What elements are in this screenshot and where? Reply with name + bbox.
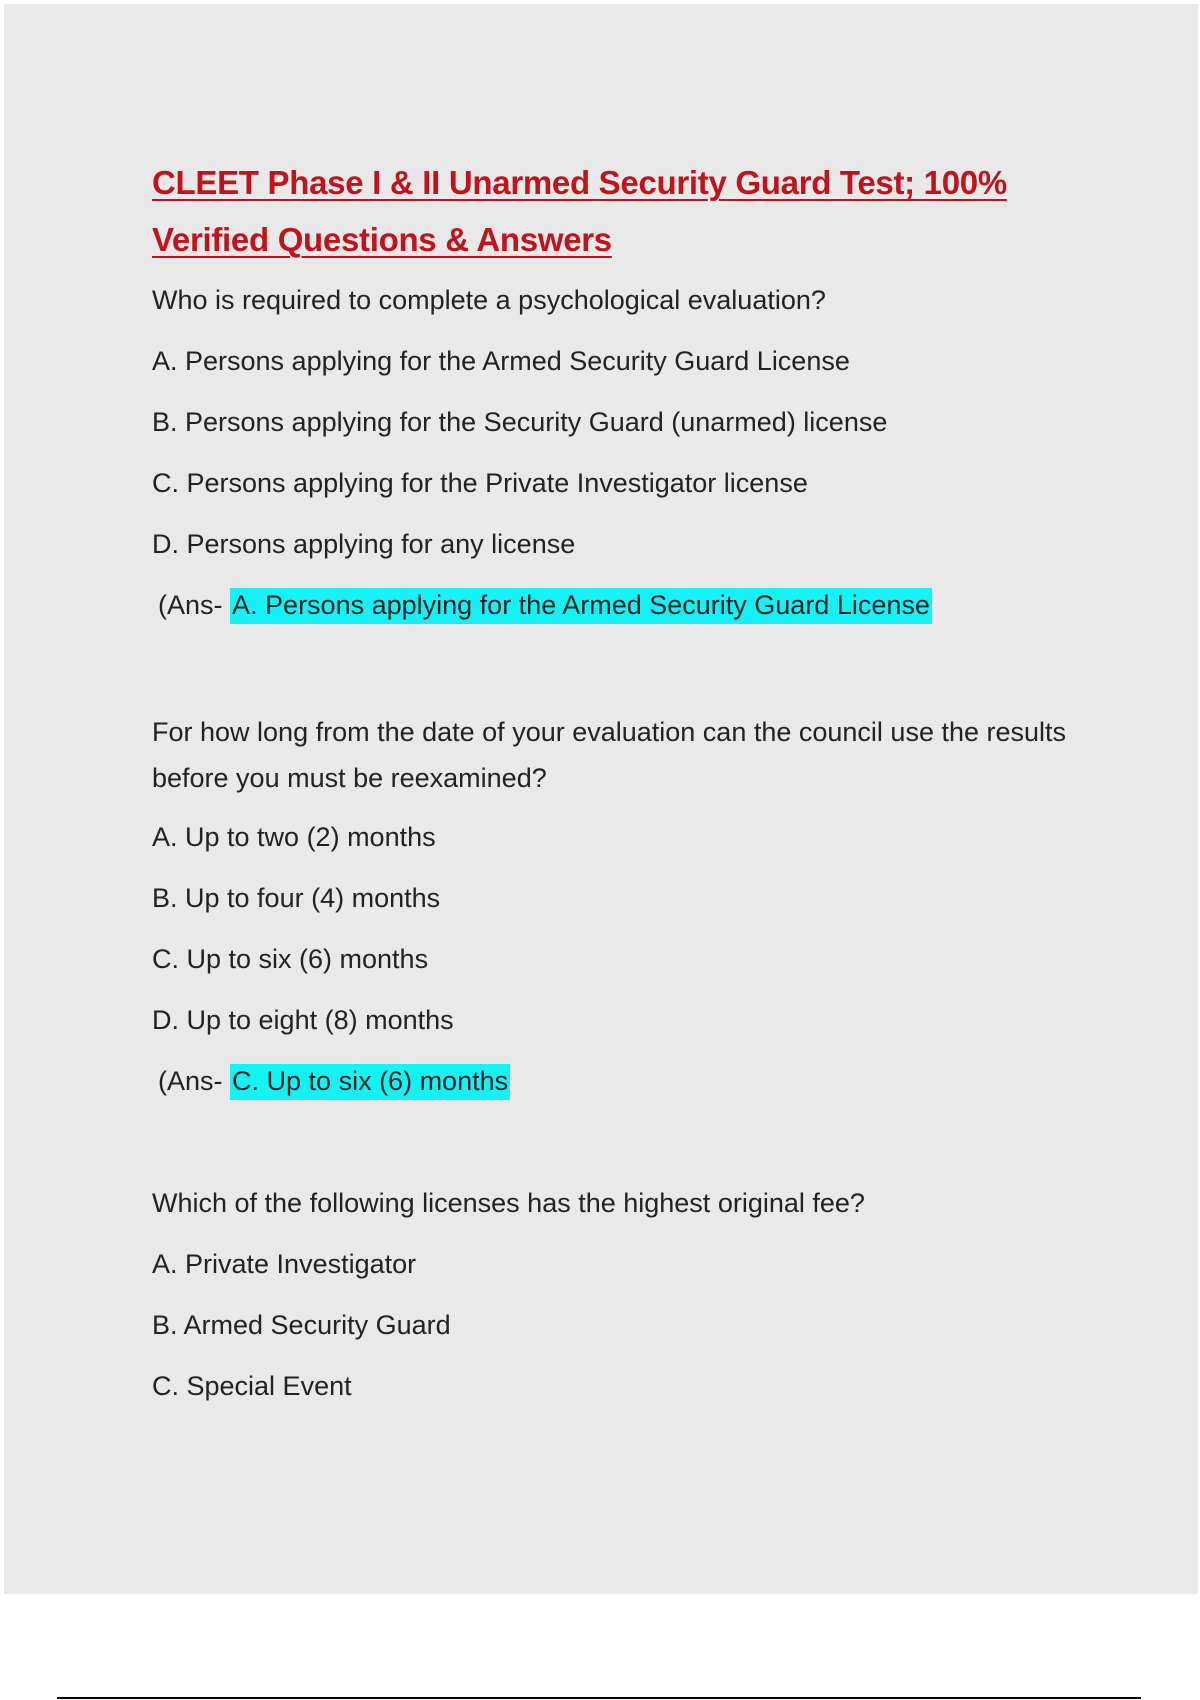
question-2 (152, 709, 1092, 1112)
option-d: D. Persons applying for any license (152, 529, 576, 559)
question-text: Who is required to complete a psychological evaluation? (152, 285, 826, 315)
title-line-2: Verified Questions & Answers (152, 221, 612, 258)
document-title (152, 154, 1092, 268)
option-a: A. Private Investigator (152, 1249, 417, 1279)
answer-line (152, 1051, 1092, 1112)
answer-highlight: A. Persons applying for the Armed Security Guard License (230, 588, 932, 624)
question-3 (152, 1173, 1092, 1417)
option-b: B. Armed Security Guard (152, 1310, 451, 1340)
question-text: For how long from the date of your evaluation can the council use the results before you must be reexamined? (152, 717, 1067, 793)
option-a: A. Persons applying for the Armed Security Guard License (152, 346, 850, 376)
option-d: D. Up to eight (8) months (152, 1005, 454, 1035)
option-b: B. Persons applying for the Security Guard (unarmed) license (152, 407, 888, 437)
option-c: C. Up to six (6) months (152, 944, 429, 974)
answer-prefix: (Ans- (158, 1066, 223, 1096)
option-c: C. Persons applying for the Private Investigator license (152, 468, 808, 498)
document-content (152, 154, 1092, 1417)
title-line-1: CLEET Phase I & II Unarmed Security Guard Test; 100% (152, 164, 1007, 201)
answer-line (152, 575, 1092, 636)
footer-divider (57, 1697, 1141, 1699)
spacer (152, 636, 1092, 697)
answer-prefix: (Ans- (158, 590, 223, 620)
option-a: A. Up to two (2) months (152, 822, 436, 852)
question-text: Which of the following licenses has the highest original fee? (152, 1188, 865, 1218)
spacer (152, 1112, 1092, 1173)
option-b: B. Up to four (4) months (152, 883, 441, 913)
document-page (4, 4, 1198, 1594)
question-1 (152, 270, 1092, 636)
answer-highlight: C. Up to six (6) months (230, 1064, 510, 1100)
option-c: C. Special Event (152, 1371, 352, 1401)
